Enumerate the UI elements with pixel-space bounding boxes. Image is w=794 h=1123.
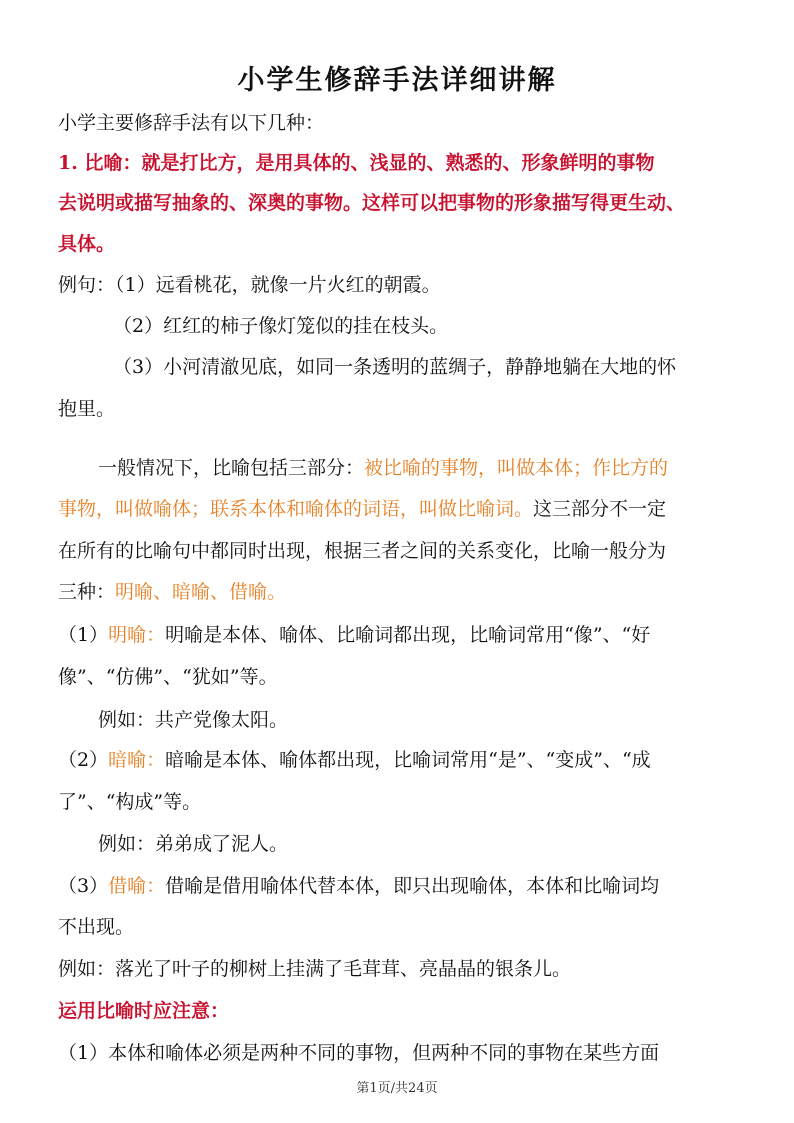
type-1-example: 例如：共产党像太阳。 bbox=[98, 709, 289, 731]
type-1-text: 明喻是本体、喻体、比喻词都出现，比喻词常用“像”、“好 bbox=[165, 624, 651, 646]
notice-item-1: （1）本体和喻体必须是两种不同的事物，但两种不同的事物在某些方面 bbox=[58, 1042, 660, 1064]
type-1-line-1 bbox=[58, 622, 650, 648]
parts-line-3: 在所有的比喻句中都同时出现，根据三者之间的关系变化，比喻一般分为 bbox=[58, 540, 667, 562]
type-2-text: 暗喻是本体、喻体都出现，比喻词常用“是”、“变成”、“成 bbox=[165, 749, 651, 771]
parts-line-2-text: 这三部分不一定 bbox=[533, 498, 667, 520]
type-3-text: 借喻是借用喻体代替本体，即只出现喻体，本体和比喻词均 bbox=[165, 875, 660, 897]
page-title: 小学生修辞手法详细讲解 bbox=[237, 65, 557, 96]
simile-definition-line-2: 去说明或描写抽象的、深奥的事物。这样可以把事物的形象描写得更生动、 bbox=[58, 192, 686, 214]
parts-line-4 bbox=[58, 579, 286, 605]
type-3-name: 借喻： bbox=[108, 875, 166, 897]
parts-line-2-highlight: 事物，叫做喻体；联系本体和喻体的词语，叫做比喻词。 bbox=[58, 498, 534, 520]
type-2-name: 暗喻： bbox=[108, 749, 166, 771]
type-3-line-1 bbox=[58, 873, 659, 899]
example-1: 例句：（1）远看桃花，就像一片火红的朝霞。 bbox=[58, 274, 441, 296]
example-3-line-2: 抱里。 bbox=[58, 398, 116, 420]
example-2: （2）红红的柿子像灯笼似的挂在枝头。 bbox=[113, 315, 449, 337]
type-2-number: （2） bbox=[58, 749, 109, 771]
type-2-line-2: 了”、“构成”等。 bbox=[58, 791, 202, 813]
parts-line-1-text: 一般情况下，比喻包括三部分： bbox=[98, 457, 365, 479]
type-3-line-2: 不出现。 bbox=[58, 916, 135, 938]
example-3-line-1: （3）小河清澈见底，如同一条透明的蓝绸子，静静地躺在大地的怀 bbox=[113, 356, 677, 378]
parts-line-2 bbox=[58, 496, 666, 522]
page-footer: 第1页/共24页 bbox=[356, 1081, 438, 1096]
type-3-example: 例如：落光了叶子的柳树上挂满了毛茸茸、亮晶晶的银条儿。 bbox=[58, 958, 572, 980]
notice-heading: 运用比喻时应注意： bbox=[58, 1000, 230, 1022]
parts-line-1 bbox=[98, 455, 668, 481]
intro-line: 小学主要修辞手法有以下几种： bbox=[58, 112, 325, 134]
type-2-example: 例如：弟弟成了泥人。 bbox=[98, 833, 289, 855]
simile-definition-line-3: 具体。 bbox=[58, 233, 116, 255]
parts-line-1-highlight: 被比喻的事物，叫做本体；作比方的 bbox=[364, 457, 669, 479]
parts-line-4-text: 三种： bbox=[58, 581, 116, 603]
parts-line-4-highlight: 明喻、暗喻、借喻。 bbox=[115, 581, 287, 603]
type-1-number: （1） bbox=[58, 624, 109, 646]
type-2-line-1 bbox=[58, 747, 651, 773]
type-1-name: 明喻： bbox=[108, 624, 166, 646]
type-3-number: （3） bbox=[58, 875, 109, 897]
type-1-line-2: 像”、“仿佛”、“犹如”等。 bbox=[58, 666, 278, 688]
simile-definition-line-1: 1. 比喻：就是打比方，是用具体的、浅显的、熟悉的、形象鲜明的事物 bbox=[58, 152, 655, 174]
